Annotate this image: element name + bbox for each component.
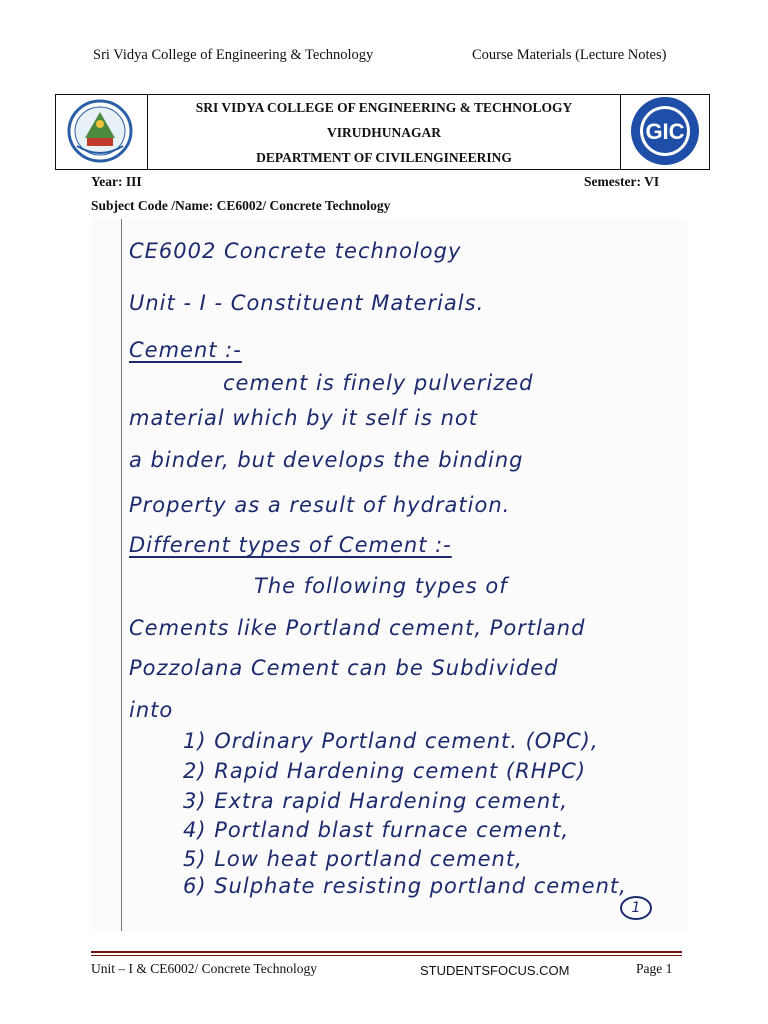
notes-list-item: 5) Low heat portland cement,	[183, 847, 523, 871]
subject-code-label: Subject Code /Name: CE6002/ Concrete Technology	[91, 198, 391, 213]
footer-rule-thin	[91, 955, 682, 956]
gic-certification-seal-icon	[621, 94, 709, 168]
seal-gic-text: GIC	[645, 119, 685, 144]
footer-site-label: STUDENTSFOCUS.COM	[420, 963, 570, 978]
notes-para-line: cement is finely pulverized	[223, 371, 534, 395]
notes-para-line: material which by it self is not	[129, 406, 478, 430]
logo-cell-right	[620, 94, 710, 170]
running-header-college: Sri Vidya College of Engineering & Technology	[93, 47, 374, 63]
year-label: Year: III	[91, 174, 142, 189]
notes-list-item: 4) Portland blast furnace cement,	[183, 818, 570, 842]
semester-label: Semester: VI	[584, 174, 660, 189]
handwritten-notes-scan	[91, 219, 687, 931]
notes-para-line: Property as a result of hydration.	[129, 493, 511, 517]
notes-list-item: 3) Extra rapid Hardening cement,	[183, 789, 569, 813]
notes-list-item: 2) Rapid Hardening cement (RHPC)	[183, 759, 587, 783]
notes-intro-line: Cements like Portland cement, Portland	[129, 616, 586, 640]
notes-unit-heading: Unit - I - Constituent Materials.	[129, 291, 485, 315]
footer-unit-label: Unit – I & CE6002/ Concrete Technology	[91, 961, 318, 976]
notes-cement-heading: Cement :-	[129, 338, 242, 362]
notes-intro-line: into	[129, 698, 174, 722]
notes-para-line: a binder, but develops the binding	[129, 448, 524, 472]
notes-intro-line: The following types of	[254, 574, 508, 598]
running-header-course-materials: Course Materials (Lecture Notes)	[472, 47, 667, 63]
handwritten-page-number: 1	[620, 896, 652, 920]
notes-list-item: 6) Sulphate resisting portland cement,	[183, 874, 627, 898]
institution-name: SRI VIDYA COLLEGE OF ENGINEERING & TECHNOLOGY	[195, 100, 573, 115]
notes-list-item: 1) Ordinary Portland cement. (OPC),	[183, 729, 599, 753]
notes-intro-line: Pozzolana Cement can be Subdivided	[129, 656, 559, 680]
notes-title: CE6002 Concrete technology	[129, 239, 462, 263]
college-crest-icon	[55, 94, 145, 168]
logo-cell-left	[55, 94, 148, 170]
notes-types-heading: Different types of Cement :-	[129, 533, 452, 557]
institution-location: VIRUDHUNAGAR	[327, 125, 441, 140]
footer-rule	[91, 951, 682, 953]
scan-margin-line	[121, 219, 122, 931]
department-name: DEPARTMENT OF CIVILENGINEERING	[256, 150, 512, 165]
footer-page-number: Page 1	[636, 961, 673, 976]
